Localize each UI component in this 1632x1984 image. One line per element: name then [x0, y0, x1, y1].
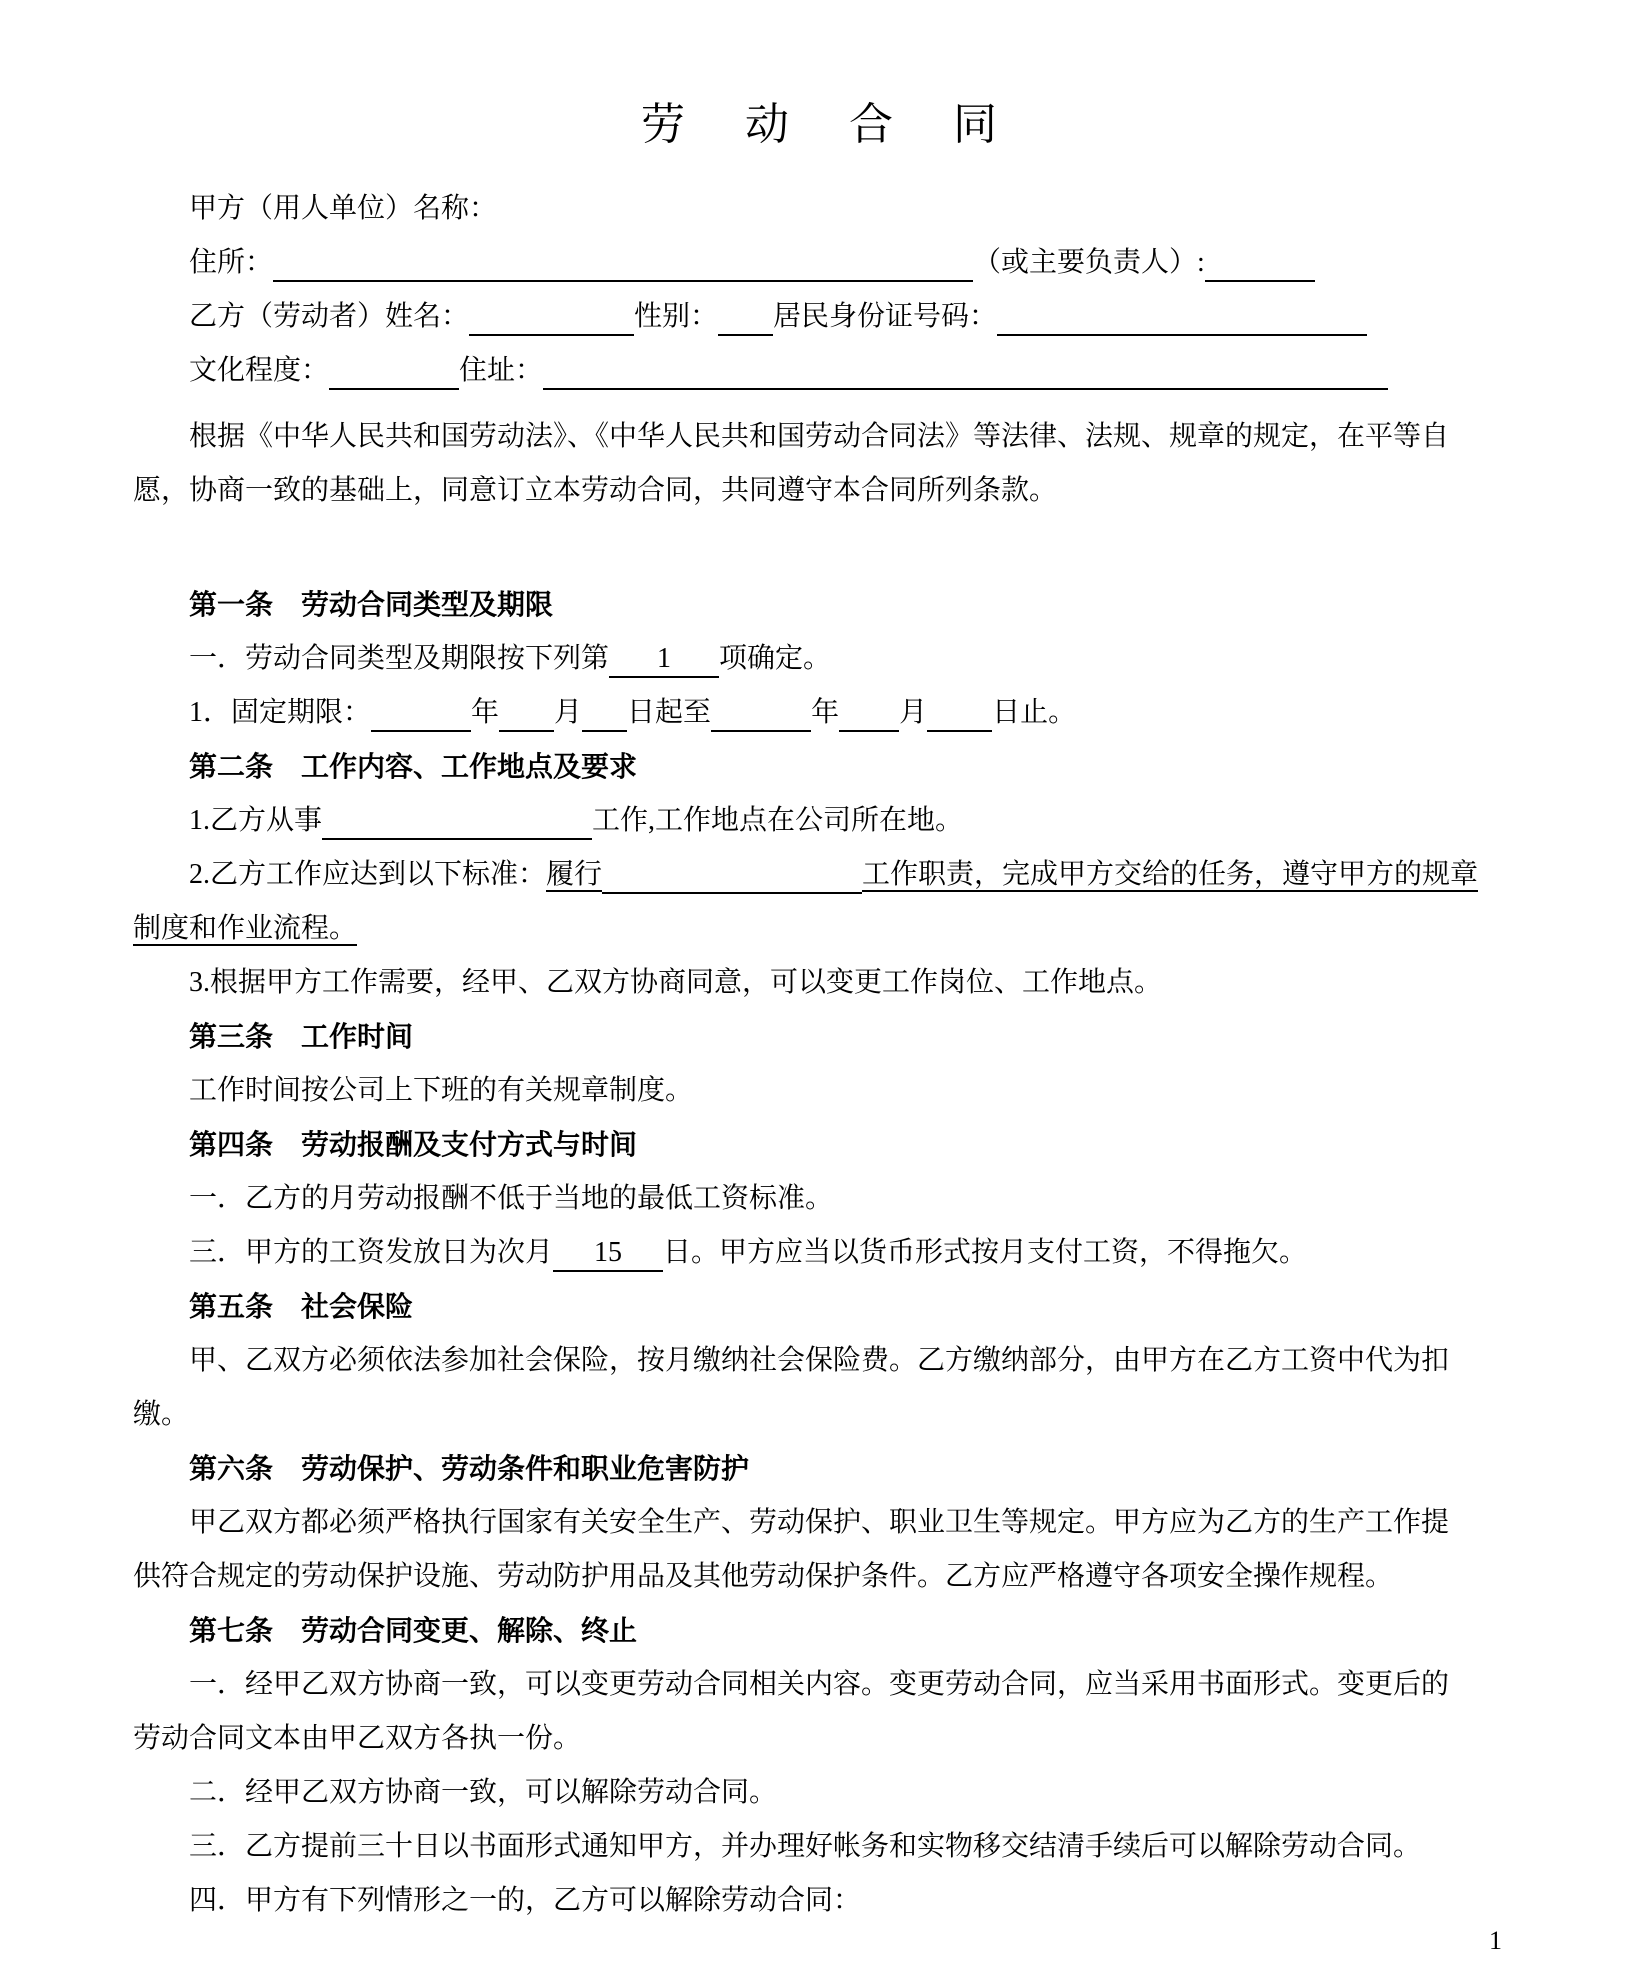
article1-clause1-post: 项确定。 [719, 643, 832, 674]
article4-clause2 [133, 1226, 1513, 1280]
blank-duty [602, 858, 862, 894]
blank-start-day [582, 696, 627, 732]
blank-job-title [322, 804, 592, 840]
contract-title: 劳 动 合 同 [641, 100, 1005, 149]
pay-day-value: 15 [553, 1236, 663, 1272]
article6-clause1-line2: 供符合规定的劳动保护设施、劳动防护用品及其他劳动保护条件。乙方应严格遵守各项安全操作规程。 [133, 1561, 1394, 1592]
article2-clause1 [133, 794, 1513, 848]
start-to-label: 日起至 [627, 697, 712, 728]
article2-clause2-u1: 履行 [546, 859, 603, 890]
field-line-address [133, 236, 1513, 290]
article7-clause3: 三．乙方提前三十日以书面形式通知甲方，并办理好帐务和实物移交结清手续后可以解除劳动合同。 [189, 1831, 1422, 1862]
article2-clause2-pre: 2.乙方工作应达到以下标准： [189, 859, 547, 890]
field-line-party-b [133, 290, 1513, 344]
month-label-2: 月 [899, 697, 928, 728]
month-label-1: 月 [554, 697, 583, 728]
intro-paragraph [133, 410, 1513, 518]
article2-clause2-u2: 工作职责，完成甲方交给的任务，遵守甲方的规章 [862, 859, 1479, 890]
party-a-label: 甲方（用人单位）名称： [189, 193, 498, 224]
header-fields [133, 182, 1513, 398]
article4-clause2-pre: 三．甲方的工资发放日为次月 [189, 1237, 554, 1268]
article1-clause1-pre: 一．劳动合同类型及期限按下列第 [189, 643, 610, 674]
id-number-label: 居民身份证号码： [773, 301, 998, 332]
blank-residence [543, 354, 1388, 390]
article4-heading: 第四条 劳动报酬及支付方式与时间 [189, 1129, 638, 1160]
year-label-2: 年 [811, 697, 840, 728]
article7-clause2: 二．经甲乙双方协商一致，可以解除劳动合同。 [189, 1777, 778, 1808]
article2-clause2-line2 [133, 902, 1513, 956]
article1-heading: 第一条 劳动合同类型及期限 [189, 589, 554, 620]
blank-end-month [839, 696, 899, 732]
year-label-1: 年 [471, 697, 500, 728]
party-b-label: 乙方（劳动者）姓名： [189, 301, 470, 332]
blank-party-b-name [469, 300, 634, 336]
article7-clause4: 四．甲方有下列情形之一的，乙方可以解除劳动合同： [189, 1885, 862, 1916]
blank-start-month [499, 696, 554, 732]
article3-clause1: 工作时间按公司上下班的有关规章制度。 [189, 1075, 694, 1106]
article1-clause2 [133, 686, 1513, 740]
article4-clause2-post: 日。甲方应当以货币形式按月支付工资，不得拖欠。 [663, 1237, 1308, 1268]
blank-end-year [711, 696, 811, 732]
article2-clause3: 3.根据甲方工作需要，经甲、乙双方协商同意，可以变更工作岗位、工作地点。 [189, 967, 1163, 998]
field-line-education [133, 344, 1513, 398]
address-label: 住所： [189, 247, 274, 278]
article2-clause1-pre: 1.乙方从事 [189, 805, 323, 836]
article6-clause1-line1: 甲乙双方都必须严格执行国家有关安全生产、劳动保护、职业卫生等规定。甲方应为乙方的生产工作提 [189, 1507, 1450, 1538]
blank-principal [1205, 246, 1315, 282]
residence-label: 住址： [459, 355, 544, 386]
article5-heading: 第五条 社会保险 [189, 1291, 414, 1322]
contract-type-option-value: 1 [609, 642, 719, 678]
article3-heading: 第三条 工作时间 [189, 1021, 414, 1052]
article2-clause1-post: 工作,工作地点在公司所在地。 [592, 805, 964, 836]
fixed-term-label: 1．固定期限： [189, 697, 372, 728]
article2-heading: 第二条 工作内容、工作地点及要求 [189, 751, 638, 782]
gender-label: 性别： [634, 301, 719, 332]
article2-clause2-u3: 制度和作业流程。 [133, 913, 358, 944]
blank-start-year [371, 696, 471, 732]
intro-line-1: 根据《中华人民共和国劳动法》、《中华人民共和国劳动合同法》等法律、法规、规章的规定，在平等自 [189, 421, 1450, 452]
article6-heading: 第六条 劳动保护、劳动条件和职业危害防护 [189, 1453, 750, 1484]
page-number: 1 [1489, 1926, 1502, 1955]
article7-heading: 第七条 劳动合同变更、解除、终止 [189, 1615, 638, 1646]
education-label: 文化程度： [189, 355, 330, 386]
article7-clause1-line1: 一．经甲乙双方协商一致，可以变更劳动合同相关内容。变更劳动合同，应当采用书面形式。变更后的 [189, 1669, 1450, 1700]
article5-clause1-line1: 甲、乙双方必须依法参加社会保险，按月缴纳社会保险费。乙方缴纳部分，由甲方在乙方工资中代为扣 [189, 1345, 1450, 1376]
blank-id-number [997, 300, 1367, 336]
blank-education [329, 354, 459, 390]
article2-clause2-line1 [133, 848, 1513, 902]
blank-address [273, 246, 973, 282]
blank-end-day [927, 696, 992, 732]
article1-clause1 [133, 632, 1513, 686]
field-line-party-a [133, 182, 1513, 236]
article7-clause1-line2: 劳动合同文本由甲乙双方各执一份。 [133, 1723, 582, 1754]
principal-label: （或主要负责人）: [973, 247, 1205, 278]
page-content [133, 0, 1513, 1928]
article5-clause1-line2: 缴。 [133, 1399, 190, 1430]
end-label: 日止。 [992, 697, 1077, 728]
intro-line-2: 愿，协商一致的基础上，同意订立本劳动合同，共同遵守本合同所列条款。 [133, 475, 1058, 506]
article4-clause1: 一．乙方的月劳动报酬不低于当地的最低工资标准。 [189, 1183, 834, 1214]
blank-gender [718, 300, 773, 336]
articles [133, 578, 1513, 1928]
